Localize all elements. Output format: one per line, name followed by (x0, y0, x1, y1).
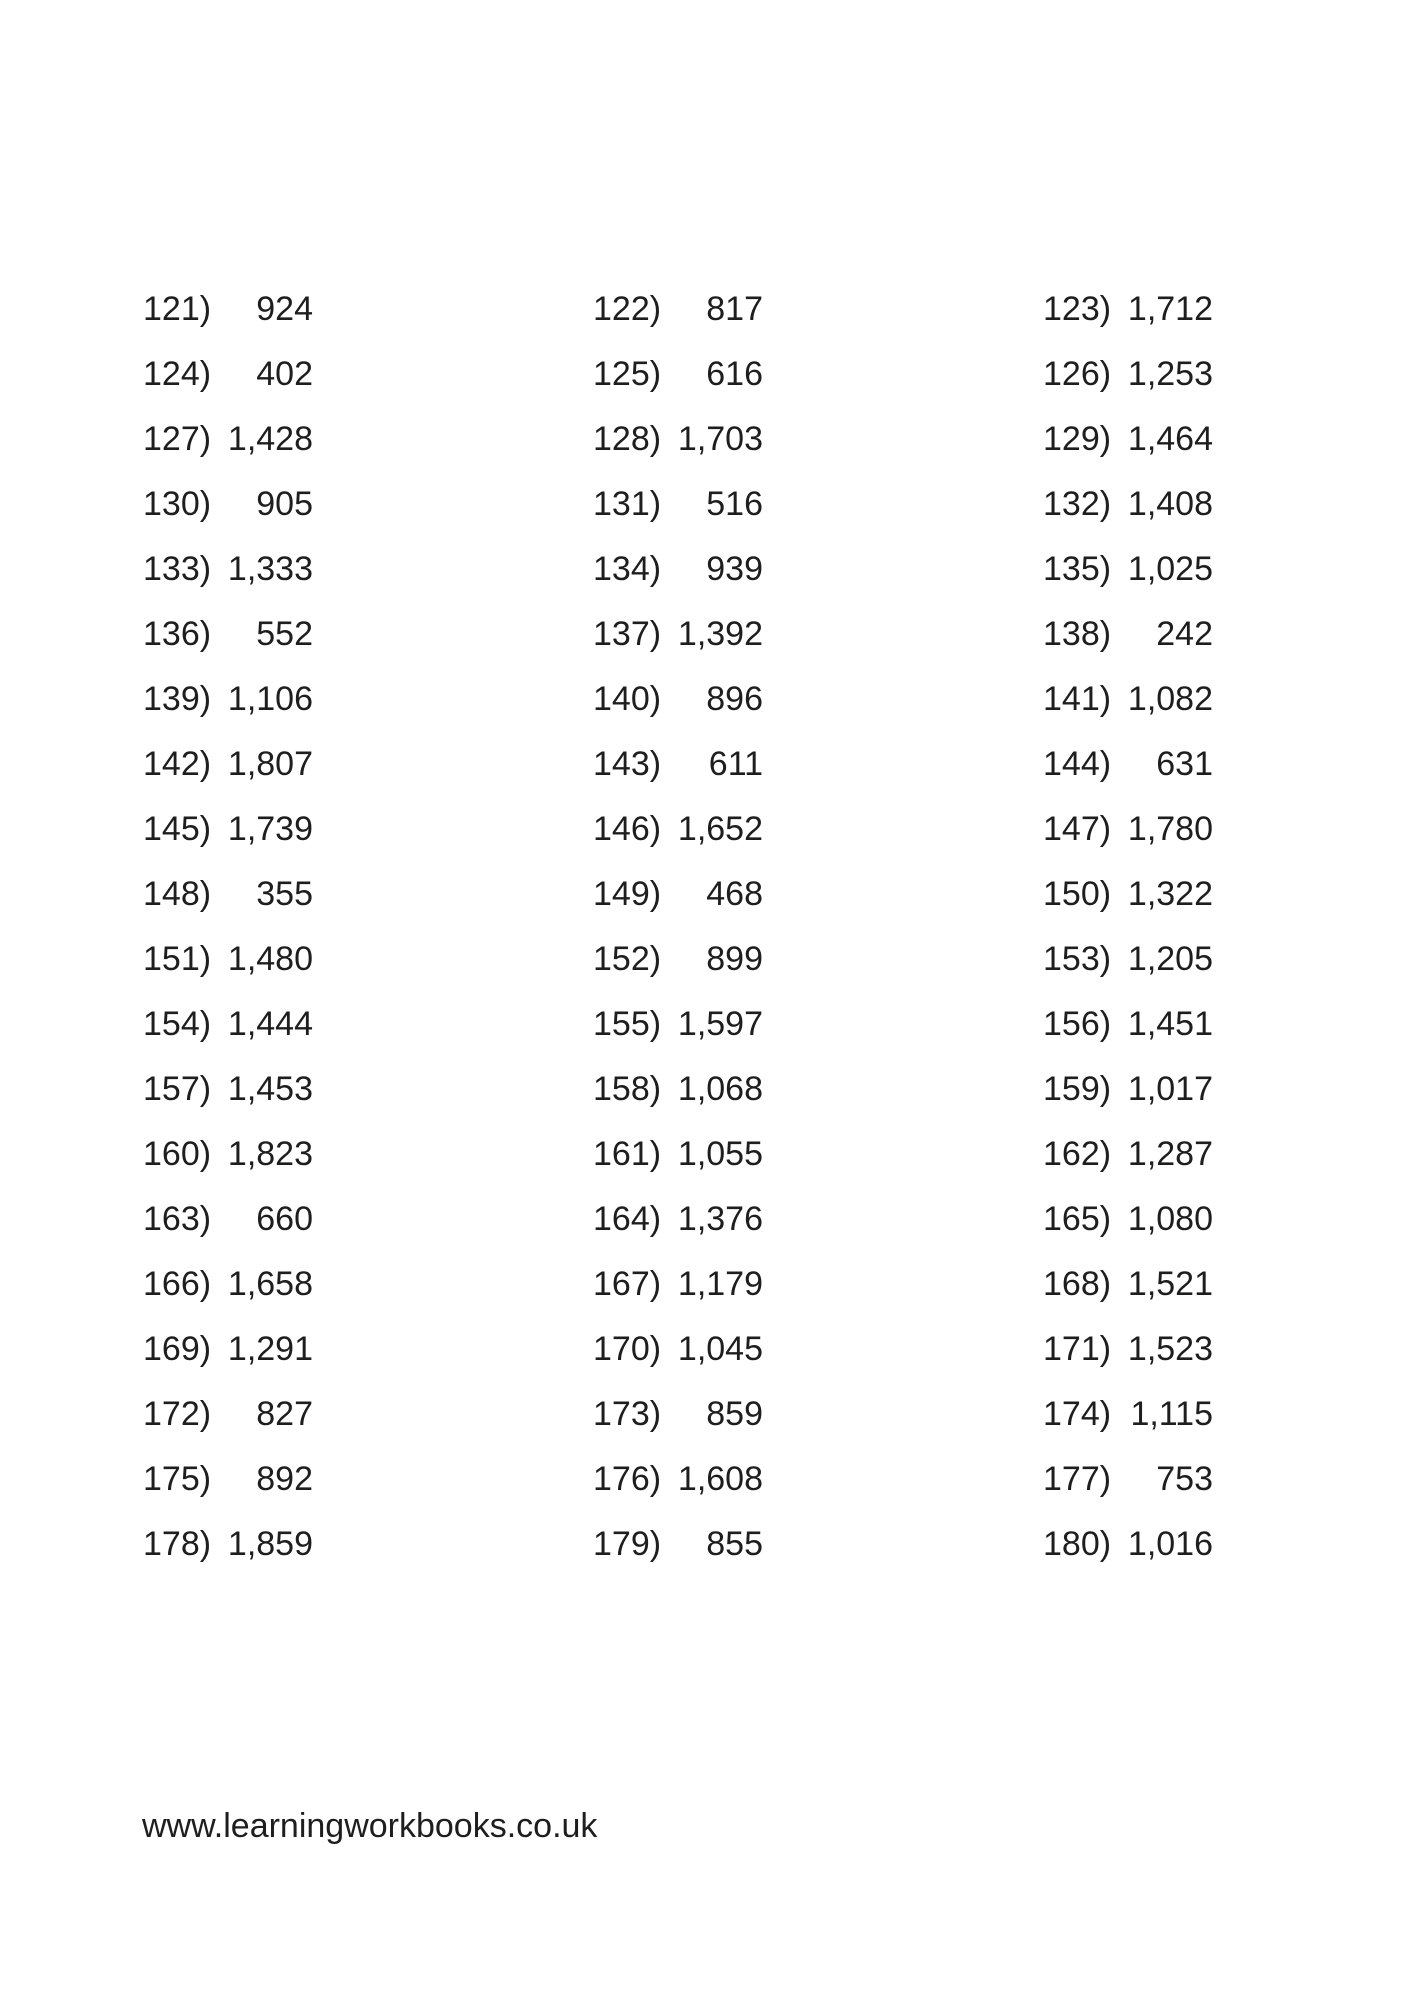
answer-value: 1,082 (1127, 680, 1213, 718)
answer-value: 1,291 (227, 1330, 313, 1368)
answer-number: 124) (143, 355, 212, 393)
answer-number: 123) (1043, 290, 1112, 328)
answer-item (593, 1057, 763, 1122)
answer-item (593, 862, 763, 927)
answer-number: 146) (593, 810, 662, 848)
answer-number: 176) (593, 1460, 662, 1498)
answer-item (593, 667, 763, 732)
answer-number: 153) (1043, 940, 1112, 978)
answer-item (143, 407, 313, 472)
answer-item (143, 732, 313, 797)
answer-item (593, 797, 763, 862)
answer-value: 1,608 (677, 1460, 763, 1498)
answer-item (143, 1447, 313, 1512)
answer-item (143, 1187, 313, 1252)
answer-item (143, 992, 313, 1057)
answer-value: 1,055 (677, 1135, 763, 1173)
answer-item (593, 407, 763, 472)
answer-item (1043, 407, 1213, 472)
answer-number: 147) (1043, 810, 1112, 848)
answer-value: 1,322 (1127, 875, 1213, 913)
answer-item (593, 1187, 763, 1252)
answer-number: 172) (143, 1395, 212, 1433)
answer-value: 899 (706, 940, 763, 978)
answer-number: 135) (1043, 550, 1112, 588)
answer-item (1043, 797, 1213, 862)
answer-value: 1,859 (227, 1525, 313, 1563)
answer-item (143, 537, 313, 602)
answer-item (1043, 1447, 1213, 1512)
answer-number: 152) (593, 940, 662, 978)
answer-value: 1,464 (1127, 420, 1213, 458)
answer-number: 169) (143, 1330, 212, 1368)
answer-number: 159) (1043, 1070, 1112, 1108)
answer-number: 180) (1043, 1525, 1112, 1563)
answer-number: 122) (593, 290, 662, 328)
answer-item (1043, 1252, 1213, 1317)
footer-website-url: www.learningworkbooks.co.uk (142, 1807, 598, 1845)
answer-number: 125) (593, 355, 662, 393)
answer-value: 896 (706, 680, 763, 718)
answer-item (593, 1382, 763, 1447)
answer-number: 151) (143, 940, 212, 978)
answer-item (143, 472, 313, 537)
answer-value: 892 (256, 1460, 313, 1498)
answer-number: 163) (143, 1200, 212, 1238)
answer-value: 242 (1156, 615, 1213, 653)
answer-item (1043, 1512, 1213, 1577)
answer-value: 1,712 (1127, 290, 1213, 328)
answer-item (1043, 1122, 1213, 1187)
answer-value: 631 (1156, 745, 1213, 783)
answer-number: 141) (1043, 680, 1112, 718)
answer-number: 142) (143, 745, 212, 783)
answer-item (593, 342, 763, 407)
answer-value: 660 (256, 1200, 313, 1238)
answer-number: 145) (143, 810, 212, 848)
answer-item (593, 1122, 763, 1187)
answer-value: 1,597 (677, 1005, 763, 1043)
answer-number: 178) (143, 1525, 212, 1563)
answer-item (1043, 1057, 1213, 1122)
answer-number: 128) (593, 420, 662, 458)
answer-number: 127) (143, 420, 212, 458)
answer-number: 150) (1043, 875, 1112, 913)
answer-number: 126) (1043, 355, 1112, 393)
answer-value: 1,016 (1127, 1525, 1213, 1563)
answer-item (593, 1447, 763, 1512)
answer-item (1043, 862, 1213, 927)
answer-value: 1,068 (677, 1070, 763, 1108)
answer-value: 1,045 (677, 1330, 763, 1368)
answers-column-1 (143, 277, 313, 1577)
answer-item (593, 992, 763, 1057)
answer-value: 1,376 (677, 1200, 763, 1238)
answer-number: 134) (593, 550, 662, 588)
answer-number: 164) (593, 1200, 662, 1238)
answer-item (143, 1382, 313, 1447)
answer-item (143, 602, 313, 667)
answer-number: 158) (593, 1070, 662, 1108)
answer-number: 129) (1043, 420, 1112, 458)
answer-value: 402 (256, 355, 313, 393)
answers-column-2 (593, 277, 763, 1577)
answer-number: 133) (143, 550, 212, 588)
answer-item (143, 342, 313, 407)
answer-item (593, 1252, 763, 1317)
answer-value: 1,017 (1127, 1070, 1213, 1108)
answer-item (593, 732, 763, 797)
answer-number: 143) (593, 745, 662, 783)
answer-item (143, 667, 313, 732)
answer-number: 155) (593, 1005, 662, 1043)
answer-value: 1,652 (677, 810, 763, 848)
answer-value: 939 (706, 550, 763, 588)
answer-value: 1,115 (1130, 1395, 1213, 1433)
answer-number: 136) (143, 615, 212, 653)
answer-item (1043, 1187, 1213, 1252)
answer-number: 166) (143, 1265, 212, 1303)
answer-number: 167) (593, 1265, 662, 1303)
answer-item (1043, 732, 1213, 797)
answer-value: 1,025 (1127, 550, 1213, 588)
answer-number: 160) (143, 1135, 212, 1173)
answer-number: 162) (1043, 1135, 1112, 1173)
answer-value: 924 (256, 290, 313, 328)
answer-value: 1,823 (227, 1135, 313, 1173)
answer-item (593, 1317, 763, 1382)
answer-number: 173) (593, 1395, 662, 1433)
answer-item (143, 1057, 313, 1122)
answer-value: 905 (256, 485, 313, 523)
answer-item (143, 797, 313, 862)
answer-value: 1,408 (1127, 485, 1213, 523)
answer-value: 468 (706, 875, 763, 913)
answer-item (1043, 602, 1213, 667)
answer-value: 1,480 (227, 940, 313, 978)
answer-value: 516 (706, 485, 763, 523)
answer-number: 148) (143, 875, 212, 913)
answer-value: 1,453 (227, 1070, 313, 1108)
answer-item (1043, 667, 1213, 732)
answer-value: 1,428 (227, 420, 313, 458)
answer-value: 1,080 (1127, 1200, 1213, 1238)
answer-number: 161) (593, 1135, 662, 1173)
answer-value: 616 (706, 355, 763, 393)
answer-number: 130) (143, 485, 212, 523)
answer-number: 175) (143, 1460, 212, 1498)
answer-value: 1,739 (227, 810, 313, 848)
answer-item (1043, 927, 1213, 992)
answer-item (1043, 1317, 1213, 1382)
answer-item (593, 1512, 763, 1577)
answer-number: 157) (143, 1070, 212, 1108)
answer-value: 1,287 (1127, 1135, 1213, 1173)
answer-number: 132) (1043, 485, 1112, 523)
answer-value: 1,523 (1127, 1330, 1213, 1368)
answer-item (593, 472, 763, 537)
answer-number: 179) (593, 1525, 662, 1563)
answer-value: 1,521 (1127, 1265, 1213, 1303)
answer-value: 1,392 (677, 615, 763, 653)
answer-value: 1,333 (227, 550, 313, 588)
answer-value: 1,658 (227, 1265, 313, 1303)
answer-value: 355 (256, 875, 313, 913)
answer-item (1043, 277, 1213, 342)
answer-number: 156) (1043, 1005, 1112, 1043)
answer-item (593, 927, 763, 992)
answer-value: 1,703 (677, 420, 763, 458)
answer-value: 1,451 (1127, 1005, 1213, 1043)
answer-item (143, 1122, 313, 1187)
answer-value: 817 (706, 290, 763, 328)
answer-item (143, 927, 313, 992)
answer-item (1043, 342, 1213, 407)
answer-value: 1,780 (1127, 810, 1213, 848)
answer-number: 174) (1043, 1395, 1112, 1433)
answer-number: 165) (1043, 1200, 1112, 1238)
answer-item (1043, 1382, 1213, 1447)
answer-number: 171) (1043, 1330, 1112, 1368)
answer-number: 149) (593, 875, 662, 913)
answer-number: 140) (593, 680, 662, 718)
answer-value: 859 (706, 1395, 763, 1433)
answers-column-3 (1043, 277, 1213, 1577)
answer-item (143, 1512, 313, 1577)
answer-item (593, 602, 763, 667)
answer-item (1043, 472, 1213, 537)
answer-number: 170) (593, 1330, 662, 1368)
answer-number: 144) (1043, 745, 1112, 783)
answer-value: 1,253 (1127, 355, 1213, 393)
answer-number: 138) (1043, 615, 1112, 653)
answer-item (593, 537, 763, 602)
answer-value: 827 (256, 1395, 313, 1433)
answer-value: 552 (256, 615, 313, 653)
answer-item (1043, 537, 1213, 602)
answer-value: 753 (1156, 1460, 1213, 1498)
answer-number: 139) (143, 680, 212, 718)
answer-number: 168) (1043, 1265, 1112, 1303)
answer-number: 154) (143, 1005, 212, 1043)
answer-number: 137) (593, 615, 662, 653)
answer-item (143, 277, 313, 342)
answer-value: 855 (706, 1525, 763, 1563)
answer-item (143, 862, 313, 927)
answer-value: 611 (708, 745, 763, 783)
answer-number: 131) (593, 485, 662, 523)
answer-item (143, 1317, 313, 1382)
answer-item (1043, 992, 1213, 1057)
answer-value: 1,444 (227, 1005, 313, 1043)
answer-value: 1,106 (227, 680, 313, 718)
answer-value: 1,179 (677, 1265, 763, 1303)
answer-value: 1,807 (227, 745, 313, 783)
answer-item (593, 277, 763, 342)
answer-value: 1,205 (1127, 940, 1213, 978)
answer-item (143, 1252, 313, 1317)
answer-number: 177) (1043, 1460, 1112, 1498)
answer-number: 121) (143, 290, 212, 328)
